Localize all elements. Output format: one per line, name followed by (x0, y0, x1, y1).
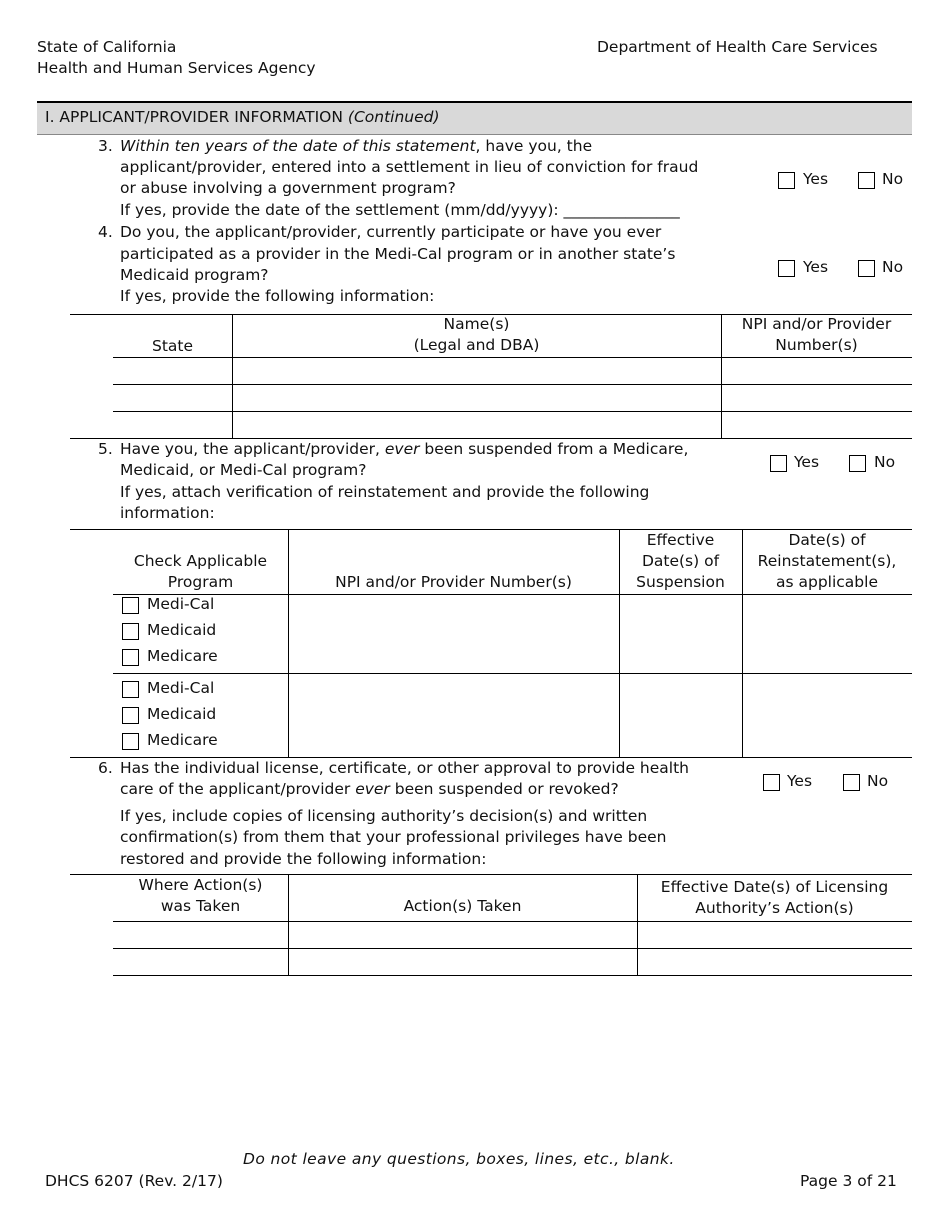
q4-no-label: No (882, 258, 904, 276)
q5-row1-medi-cal-checkbox[interactable] (122, 597, 139, 614)
q5-row1-medicare-label: Medicare (147, 647, 218, 665)
q4-row1-names-cell[interactable] (233, 358, 721, 384)
q4-number: 4. (98, 223, 113, 241)
q5-number: 5. (98, 440, 113, 458)
q5-row1-npi-cell[interactable] (289, 595, 619, 673)
q4-line2: participated as a provider in the Medi-Cal program or in another state’s (120, 245, 676, 263)
q6-row2-effective-cell[interactable] (638, 949, 912, 975)
q3-yes-label: Yes (803, 170, 829, 188)
q3-line1: Within ten years of the date of this statement, have you, the (120, 137, 593, 155)
q6-row1-where-cell[interactable] (113, 922, 288, 948)
q5-yes-label: Yes (794, 453, 820, 471)
q6-line1: Has the individual license, certificate, or other approval to provide health (120, 759, 689, 777)
q6-line3: If yes, include copies of licensing authority’s decision(s) and written (120, 807, 648, 825)
q3-no-label: No (882, 170, 904, 188)
section-title: I. APPLICANT/PROVIDER INFORMATION (Continued) (45, 108, 440, 126)
q4-col-names: Name(s) (Legal and DBA) (413, 315, 540, 354)
q6-line5: restored and provide the following information: (120, 850, 487, 868)
q5-col-npi: NPI and/or Provider Number(s) (335, 573, 572, 591)
header-agency-state: State of California (37, 38, 177, 56)
q3-line3: or abuse involving a government program? (120, 179, 456, 197)
q6-yes-label: Yes (787, 772, 813, 790)
q5-col-program: Check Applicable Program (133, 552, 268, 591)
q5-row2-reinstatement-cell[interactable] (743, 674, 912, 757)
q5-line4: information: (120, 504, 215, 522)
q5-row1-medicaid-checkbox[interactable] (122, 623, 139, 640)
q5-row2-npi-cell[interactable] (289, 674, 619, 757)
footer-page-number: Page 3 of 21 (800, 1172, 897, 1190)
q5-row2-medicare-checkbox[interactable] (122, 733, 139, 750)
q5-row1-reinstatement-cell[interactable] (743, 595, 912, 673)
q5-row1-medi-cal-label: Medi-Cal (147, 595, 215, 613)
header-agency-hhs: Health and Human Services Agency (37, 59, 316, 77)
q4-col-npi: NPI and/or Provider Number(s) (741, 315, 892, 354)
q6-row2-where-cell[interactable] (113, 949, 288, 975)
q5-row2-effective-cell[interactable] (620, 674, 742, 757)
q5-row1-medicare-checkbox[interactable] (122, 649, 139, 666)
q4-col-state: State (152, 337, 194, 355)
q4-row2-state-cell[interactable] (113, 385, 232, 411)
q4-row1-npi-cell[interactable] (722, 358, 912, 384)
q5-no-checkbox[interactable] (849, 455, 866, 472)
q5-row1-medicaid-label: Medicaid (147, 621, 217, 639)
q5-row2-medicaid-checkbox[interactable] (122, 707, 139, 724)
q6-row1-effective-cell[interactable] (638, 922, 912, 948)
q6-yes-checkbox[interactable] (763, 774, 780, 791)
q6-line2: care of the applicant/provider ever been suspended or revoked? (120, 780, 619, 798)
q3-no-checkbox[interactable] (858, 172, 875, 189)
header-department: Department of Health Care Services (597, 38, 878, 56)
q3-yes-checkbox[interactable] (778, 172, 795, 189)
q4-row3-names-cell[interactable] (233, 412, 721, 438)
q4-row3-npi-cell[interactable] (722, 412, 912, 438)
q4-yes-label: Yes (803, 258, 829, 276)
q4-row3-state-cell[interactable] (113, 412, 232, 438)
q6-row1-action-cell[interactable] (289, 922, 637, 948)
q5-row2-medicaid-label: Medicaid (147, 705, 217, 723)
q4-yes-checkbox[interactable] (778, 260, 795, 277)
q4-line4: If yes, provide the following information: (120, 287, 435, 305)
q3-line2: applicant/provider, entered into a settlement in lieu of conviction for fraud (120, 158, 699, 176)
q5-yes-checkbox[interactable] (770, 455, 787, 472)
q5-row2-medi-cal-checkbox[interactable] (122, 681, 139, 698)
q4-row2-names-cell[interactable] (233, 385, 721, 411)
q5-col-effective: Effective Date(s) of Suspension (636, 531, 725, 591)
q4-line3: Medicaid program? (120, 266, 269, 284)
q6-no-checkbox[interactable] (843, 774, 860, 791)
q3-number: 3. (98, 137, 113, 155)
q6-row2-action-cell[interactable] (289, 949, 637, 975)
q5-col-reinstatement: Date(s) of Reinstatement(s), as applicable (757, 531, 897, 591)
q6-no-label: No (867, 772, 889, 790)
footer-notice: Do not leave any questions, boxes, lines, etc., blank. (243, 1150, 675, 1168)
q5-line1: Have you, the applicant/provider, ever been suspended from a Medicare, (120, 440, 689, 458)
q4-line1: Do you, the applicant/provider, currently participate or have you ever (120, 223, 662, 241)
q6-line4: confirmation(s) from them that your professional privileges have been (120, 828, 667, 846)
q4-row2-npi-cell[interactable] (722, 385, 912, 411)
q4-row1-state-cell[interactable] (113, 358, 232, 384)
q5-no-label: No (874, 453, 896, 471)
q4-no-checkbox[interactable] (858, 260, 875, 277)
q5-line3: If yes, attach verification of reinstatement and provide the following (120, 483, 650, 501)
q6-number: 6. (98, 759, 113, 777)
q6-col-effective: Effective Date(s) of Licensing Authority’s Action(s) (660, 878, 889, 917)
q5-row1-effective-cell[interactable] (620, 595, 742, 673)
q5-row2-medicare-label: Medicare (147, 731, 218, 749)
q6-col-action: Action(s) Taken (403, 897, 522, 915)
q3-settlement-date-field[interactable]: If yes, provide the date of the settlement (mm/dd/yyyy): _______________ (120, 201, 680, 219)
q6-col-where: Where Action(s) was Taken (138, 876, 263, 915)
footer-form-id: DHCS 6207 (Rev. 2/17) (45, 1172, 223, 1190)
q5-row2-medi-cal-label: Medi-Cal (147, 679, 215, 697)
q5-line2: Medicaid, or Medi-Cal program? (120, 461, 367, 479)
